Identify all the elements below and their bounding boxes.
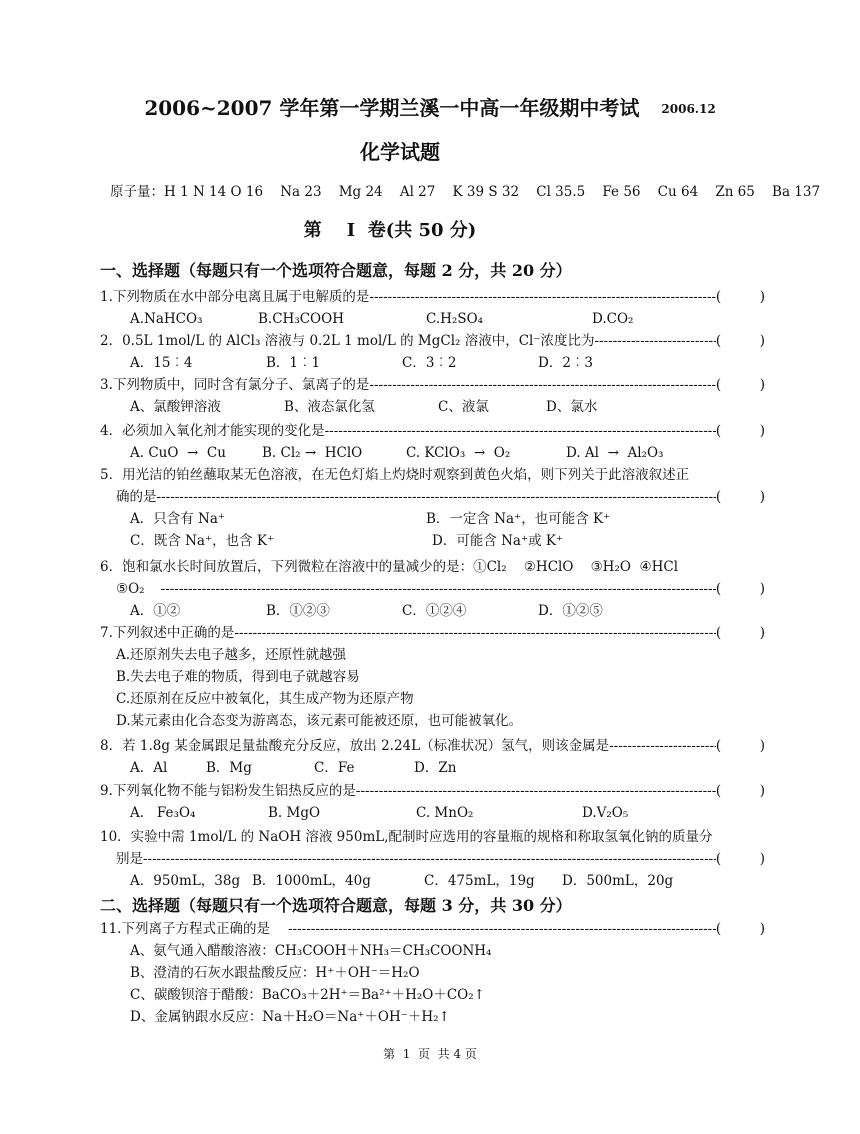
option-d: D．①②⑤ <box>538 603 603 619</box>
question-5 <box>100 464 765 552</box>
option-c: C．Fe <box>314 760 355 776</box>
question-stem-continued: 确的是 <box>116 489 157 505</box>
question-9 <box>100 780 765 824</box>
option-d: D、金属钠跟水反应：Na＋H₂O＝Na⁺＋OH⁻＋H₂↑ <box>130 1009 450 1025</box>
leader-dashes <box>609 735 716 757</box>
answer-blank: ( ) <box>715 851 765 867</box>
question-2 <box>100 330 765 374</box>
answer-blank: ( ) <box>715 921 765 937</box>
option-d: D.CO₂ <box>592 311 634 327</box>
question-stem: 8．若 1.8g 某金属跟足量盐酸充分反应，放出 2.24L（标准状况）氢气，则该金属是 <box>100 738 610 754</box>
option-c: C. MnO₂ <box>416 805 474 821</box>
option-c: C.还原剂在反应中被氧化，其生成产物为还原产物 <box>116 691 414 707</box>
answer-blank: ( ) <box>715 783 765 799</box>
option-c: C．3︰2 <box>402 355 457 371</box>
option-b: B. MgO <box>268 805 321 821</box>
leader-dashes <box>234 622 715 644</box>
exam-subtitle: 化学试题 <box>360 140 440 164</box>
option-b: B.CH₃COOH <box>258 311 344 327</box>
option-a: A．只含有 Na⁺ <box>130 511 226 527</box>
question-stem: 6．饱和氯水长时间放置后，下列微粒在溶液中的量减少的是：①Cl₂ ②HClO ③H₂O ④HCl <box>100 559 679 575</box>
section-heading-2: 二、选择题（每题只有一个选项符合题意，每题 3 分，共 30 分） <box>100 896 572 915</box>
question-stem: 9.下列氧化物不能与铝粉发生铝热反应的是 <box>100 783 356 799</box>
answer-blank: ( ) <box>715 581 765 597</box>
section-heading-1: 一、选择题（每题只有一个选项符合题意，每题 2 分，共 20 分） <box>100 261 572 280</box>
answer-blank: ( ) <box>715 423 765 439</box>
answer-blank: ( ) <box>715 289 765 305</box>
question-stem: 2．0.5L 1mol/L 的 AlCl₃ 溶液与 0.2L 1 mol/L 的 MgCl₂ 溶液中，Cl⁻浓度比为 <box>100 333 595 349</box>
exam-title-text: 2006~2007 学年第一学期兰溪一中高一年级期中考试 <box>144 96 640 120</box>
leader-dashes <box>369 286 715 308</box>
answer-blank: ( ) <box>715 377 765 393</box>
option-a: A．15︰4 <box>130 355 193 371</box>
answer-blank: ( ) <box>715 738 765 754</box>
atomic-masses: 原子量：H 1 N 14 O 16 Na 23 Mg 24 Al 27 K 39 S 32 Cl 35.5 Fe 56 Cu 64 Zn 65 Ba 137 <box>110 184 821 200</box>
option-d: D、氯水 <box>546 399 598 415</box>
option-a: A. CuO → Cu <box>130 445 226 461</box>
question-stem: 10．实验中需 1mol/L 的 NaOH 溶液 950mL,配制时应选用的容量瓶的规格和称取氢氧化钠的质量分 <box>100 829 713 845</box>
option-d: D．可能含 Na⁺或 K⁺ <box>432 533 564 549</box>
option-a: A、氯酸钾溶液 <box>130 399 221 415</box>
leader-dashes <box>595 330 716 352</box>
question-8 <box>100 735 765 779</box>
option-c: C. KClO₃ → O₂ <box>406 445 511 461</box>
option-c: C．既含 Na⁺，也含 K⁺ <box>130 533 275 549</box>
option-c: C．475mL，19g <box>424 873 535 889</box>
answer-blank: ( ) <box>715 489 765 505</box>
option-c: C、液氯 <box>438 399 489 415</box>
option-a: A.还原剂失去电子越多，还原性就越强 <box>116 647 347 663</box>
question-stem-continued: 别是 <box>116 851 143 867</box>
option-d: D.某元素由化合态变为游离态，该元素可能被还原，也可能被氧化。 <box>116 713 523 729</box>
answer-blank: ( ) <box>715 333 765 349</box>
question-6 <box>100 556 765 622</box>
leader-dashes <box>288 918 716 940</box>
answer-blank: ( ) <box>715 625 765 641</box>
option-d: D．Zn <box>414 760 457 776</box>
option-b: B．①②③ <box>266 603 330 619</box>
option-c: C.H₂SO₄ <box>426 311 484 327</box>
leader-dashes <box>356 780 716 802</box>
option-b: B．一定含 Na⁺，也可能含 K⁺ <box>426 511 611 527</box>
option-b: B.失去电子难的物质，得到电子就越容易 <box>116 669 360 685</box>
leader-dashes <box>369 374 715 396</box>
option-b: B．1︰1 <box>266 355 321 371</box>
question-stem: 1.下列物质在水中部分电离且属于电解质的是 <box>100 289 370 305</box>
option-b: B．Mg <box>206 760 252 776</box>
exam-title <box>0 92 860 121</box>
question-stem: 4．必须加入氧化剂才能实现的变化是 <box>100 423 325 439</box>
question-7 <box>100 622 765 732</box>
option-b: B、液态氯化氢 <box>284 399 375 415</box>
page-footer: 第 1 页 共 4 页 <box>383 1047 477 1061</box>
option-b: B、澄清的石灰水跟盐酸反应：H⁺＋OH⁻＝H₂O <box>130 965 420 981</box>
option-a: A．Al <box>130 760 168 776</box>
option-a: A．950mL，38g <box>130 873 241 889</box>
volume-heading: 第 Ⅰ 卷(共 50 分) <box>303 220 477 241</box>
option-a: A. Fe₃O₄ <box>130 805 196 821</box>
question-3 <box>100 374 765 418</box>
option-c: C、碳酸钡溶于醋酸：BaCO₃＋2H⁺＝Ba²⁺＋H₂O＋CO₂↑ <box>130 987 485 1003</box>
leader-dashes <box>161 578 716 600</box>
question-stem: 7.下列叙述中正确的是 <box>100 625 235 641</box>
option-b: B．1000mL，40g <box>252 873 371 889</box>
option-a: A.NaHCO₃ <box>130 311 203 327</box>
question-stem: 11.下列离子方程式正确的是 <box>100 921 270 937</box>
leader-dashes <box>143 848 716 870</box>
option-a: A、氨气通入醋酸溶液：CH₃COOH＋NH₃＝CH₃COONH₄ <box>130 943 492 959</box>
option-a: A．①② <box>130 603 181 619</box>
option-d: D．2︰3 <box>538 355 594 371</box>
option-d: D. Al → Al₂O₃ <box>566 445 664 461</box>
option-d: D．500mL，20g <box>562 873 674 889</box>
option-b: B. Cl₂ → HClO <box>262 445 363 461</box>
option-d: D.V₂O₅ <box>582 805 629 821</box>
option-c: C．①②④ <box>402 603 467 619</box>
question-11 <box>100 918 765 1028</box>
leader-dashes <box>325 420 716 442</box>
leader-dashes <box>157 486 716 508</box>
question-10 <box>100 826 765 892</box>
question-stem: 5．用光洁的铂丝蘸取某无色溶液，在无色灯焰上灼烧时观察到黄色火焰，则下列关于此溶液叙述正 <box>100 467 690 483</box>
exam-date: 2006.12 <box>661 102 716 116</box>
question-stem-continued: ⑤O₂ <box>116 581 145 597</box>
question-1 <box>100 286 765 330</box>
question-4 <box>100 420 765 464</box>
question-stem: 3.下列物质中，同时含有氯分子、氯离子的是 <box>100 377 370 393</box>
